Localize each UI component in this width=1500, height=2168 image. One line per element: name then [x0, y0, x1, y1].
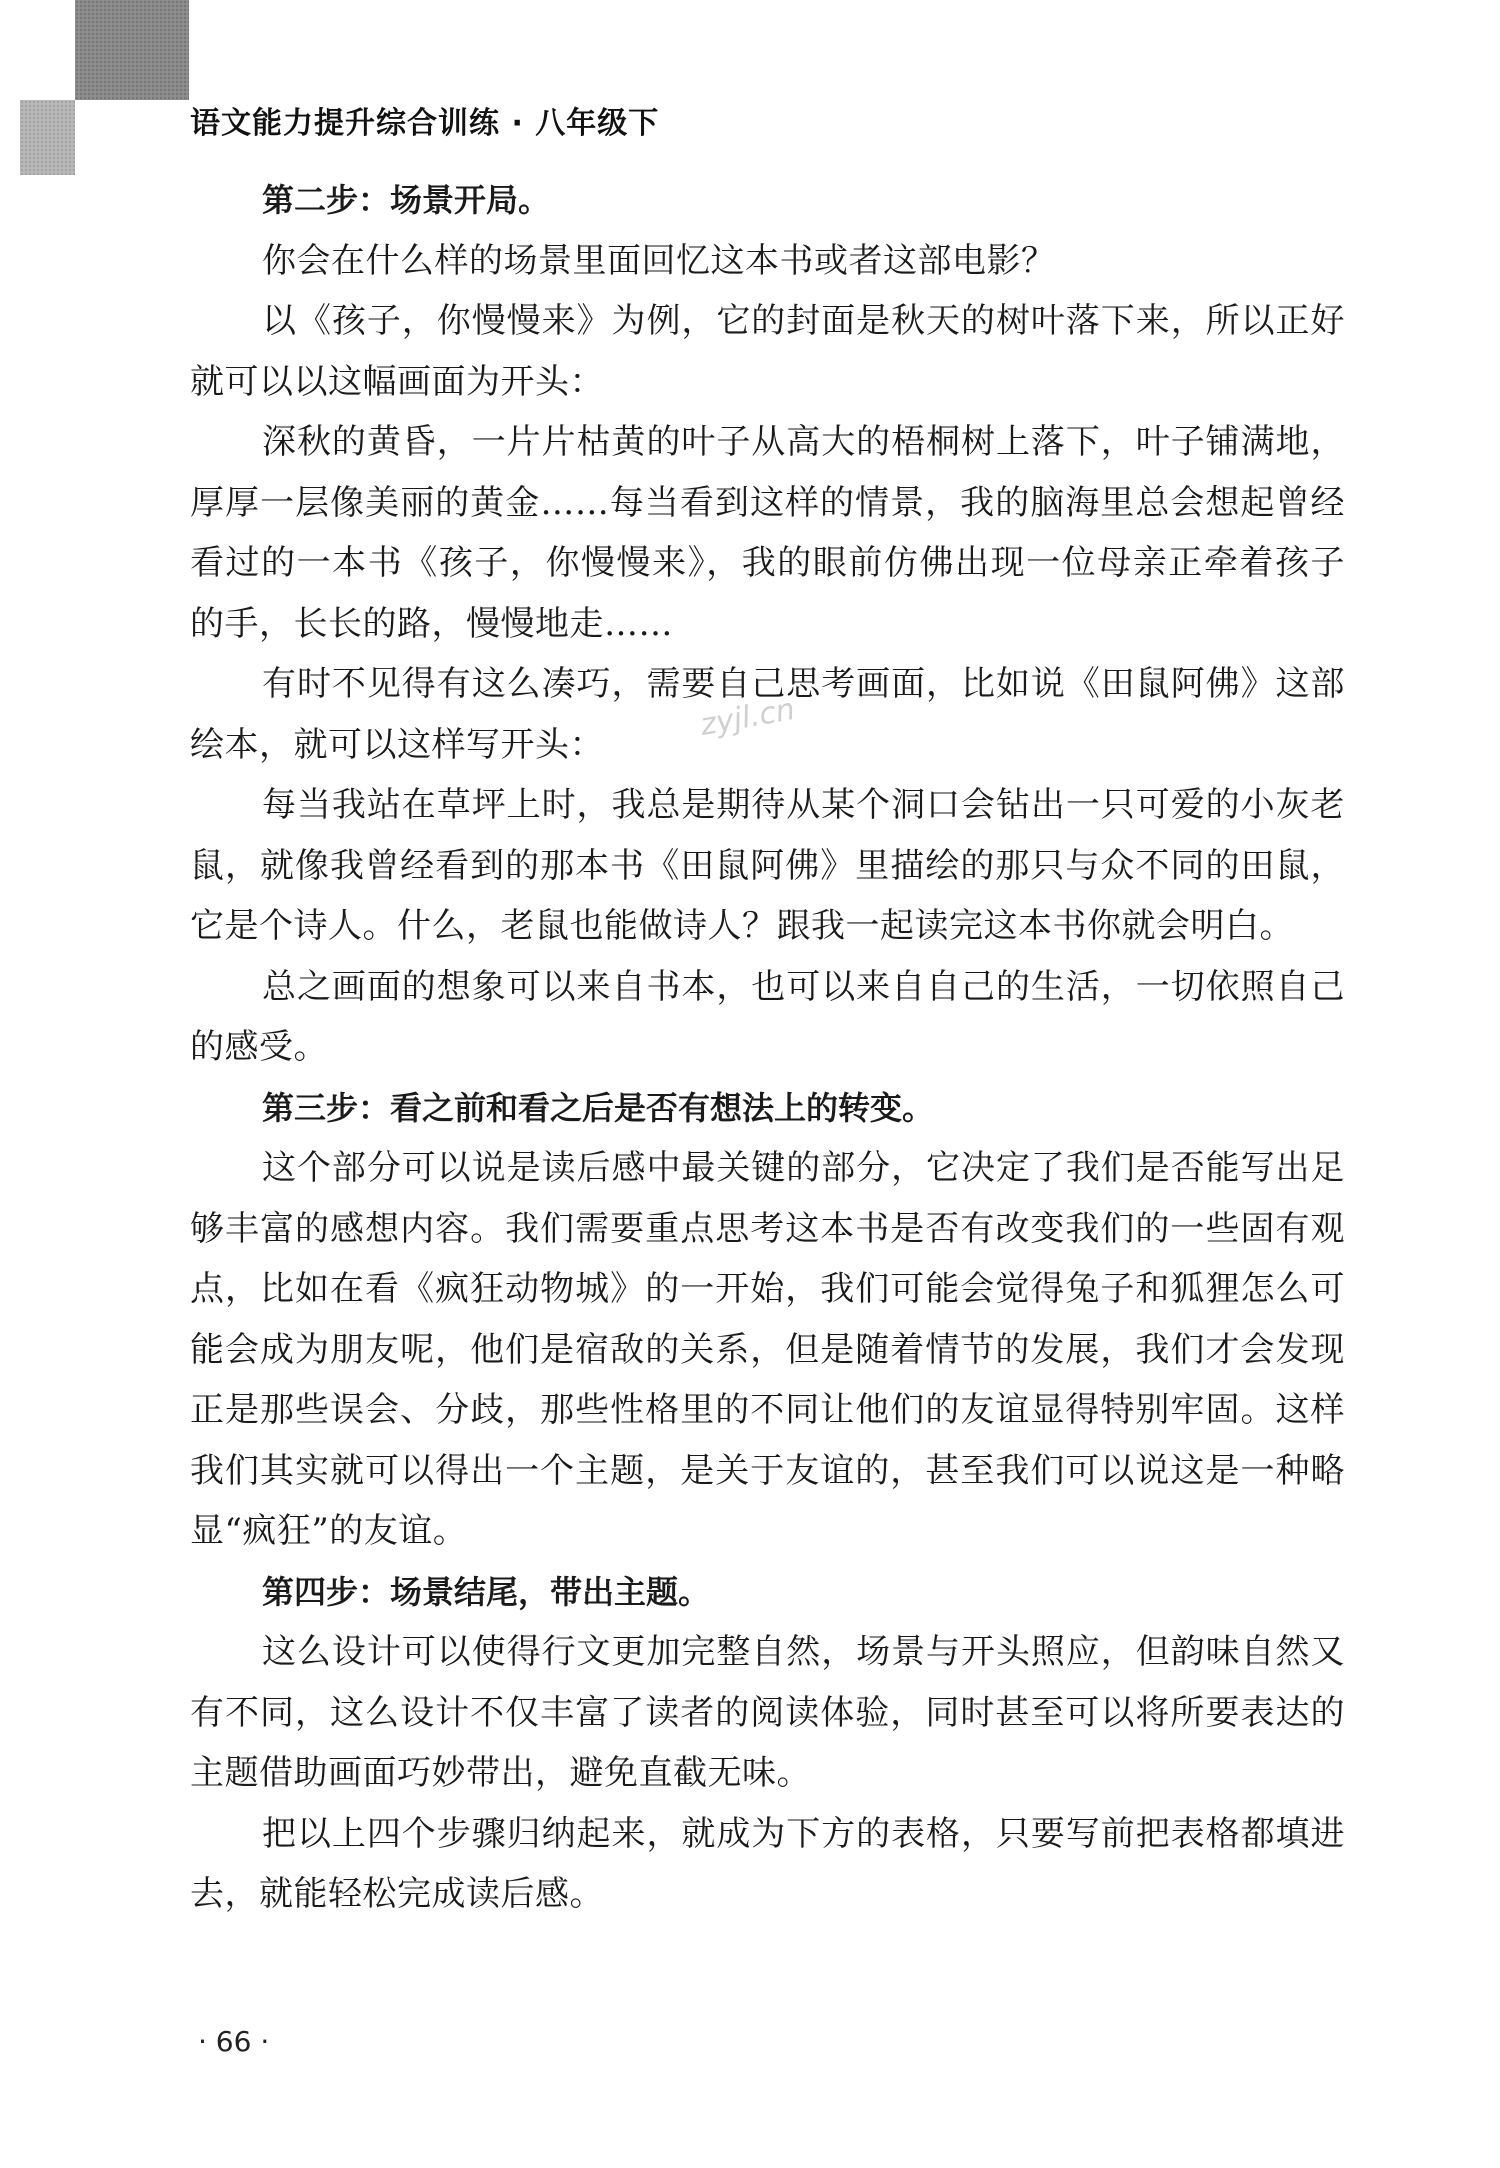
paragraph: 这个部分可以说是读后感中最关键的部分，它决定了我们是否能写出足够丰富的感想内容。我们需要重点思考这本书是否有改变我们的一些固有观点，比如在看《疯狂动物城》的一开始，我们可能会觉得兔子和狐狸怎么可能会成为朋友呢，他们是宿敌的关系，但是随着情节的发展，我们才会发现正是那些误会、分歧，那些性格里的不同让他们的友谊显得特别牢固。这样我们其实就可以得出一个主题，是关于友谊的，甚至我们可以说这是一种略显“疯狂”的友谊。 — [190, 1148, 1345, 1551]
paragraph: 总之画面的想象可以来自书本，也可以来自自己的生活，一切依照自己的感受。 — [190, 966, 1345, 1067]
book-title: 语文能力提升综合训练 · 八年级下 — [190, 106, 660, 141]
example-paragraph: 每当我站在草坪上时，我总是期待从某个洞口会钻出一只可爱的小灰老鼠，就像我曾经看到的那本书《田鼠阿佛》里描绘的那只与众不同的田鼠，它是个诗人。什么，老鼠也能做诗人？跟我一起读完这本书你就会明白。 — [190, 785, 1345, 946]
paragraph: 把以上四个步骤归纳起来，就成为下方的表格，只要写前把表格都填进去，就能轻松完成读后感。 — [190, 1813, 1345, 1914]
step-four-heading: 第四步：场景结尾，带出主题。 — [262, 1572, 711, 1611]
header-decoration-light — [20, 100, 75, 175]
page-body — [190, 170, 1345, 1925]
paragraph: 这么设计可以使得行文更加完整自然，场景与开头照应，但韵味自然又有不同，这么设计不仅丰富了读者的阅读体验，同时甚至可以将所要表达的主题借助画面巧妙带出，避免直截无味。 — [190, 1632, 1345, 1793]
paragraph: 你会在什么样的场景里面回忆这本书或者这部电影？ — [262, 240, 1056, 281]
paragraph: 以《孩子，你慢慢来》为例，它的封面是秋天的树叶落下来，所以正好就可以以这幅画面为开头： — [190, 301, 1345, 402]
page-number: · 66 · — [198, 2025, 270, 2058]
paragraph: 有时不见得有这么凑巧，需要自己思考画面，比如说《田鼠阿佛》这部绘本，就可以这样写开头： — [190, 664, 1345, 765]
step-two-heading: 第二步：场景开局。 — [262, 181, 551, 219]
example-paragraph: 深秋的黄昏，一片片枯黄的叶子从高大的梧桐树上落下，叶子铺满地，厚厚一层像美丽的黄金……每当看到这样的情景，我的脑海里总会想起曾经看过的一本书《孩子，你慢慢来》，我的眼前仿佛出现一位母亲正牵着孩子的手，长长的路，慢慢地走…… — [190, 422, 1345, 644]
step-three-heading: 第三步：看之前和看之后是否有想法上的转变。 — [262, 1088, 935, 1127]
watermark: zyjl.cn — [697, 691, 798, 744]
header-decoration-dark — [75, 0, 189, 100]
